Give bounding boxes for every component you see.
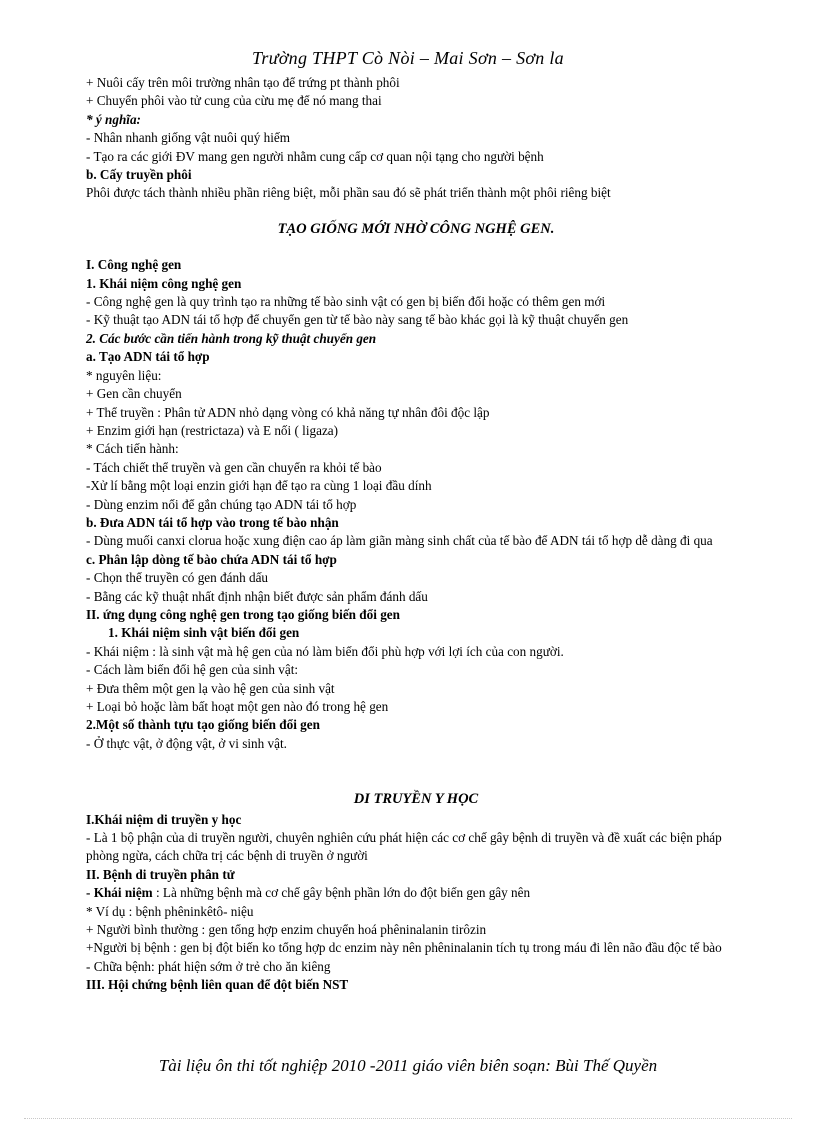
paragraph: * Cách tiến hành: (86, 441, 179, 457)
heading: I.Khái niệm di truyền y học (86, 811, 242, 827)
heading: 2.Một số thành tựu tạo giống biến đổi gen (86, 717, 320, 733)
paragraph: -Xử lí bằng một loại enzin giới hạn để tạo ra cùng 1 loại đầu dính (86, 478, 432, 494)
document-body (86, 74, 746, 995)
paragraph: + Gen cần chuyển (86, 386, 182, 402)
paragraph: - Công nghệ gen là quy trình tạo ra những tế bào sinh vật có gen bị biến đổi hoặc có thêm gen mới (86, 294, 606, 310)
term-definition: : Là những bệnh mà cơ chế gây bệnh phần lớn do đột biến gen gây nên (152, 885, 531, 901)
paragraph: - Là 1 bộ phận của di truyền người, chuyên nghiên cứu phát hiện các cơ chế gây bệnh di truyền và đề xuất các biện pháp phòng ngừa, cách chữa trị các bệnh di truyền ở người (86, 830, 722, 864)
paragraph: - Khái niệm : là sinh vật mà hệ gen của nó làm biến đổi phù hợp với lợi ích của con người. (86, 643, 564, 659)
paragraph: + Nuôi cấy trên môi trường nhân tạo để trứng pt thành phôi (86, 75, 400, 90)
paragraph: * Ví dụ : bệnh phêninkêtô- niệu (86, 903, 254, 919)
heading: II. ứng dụng công nghệ gen trong tạo giống biến đổi gen (86, 606, 400, 622)
paragraph: * nguyên liệu: (86, 367, 162, 383)
heading: a. Tạo ADN tái tổ hợp (86, 349, 210, 365)
paragraph: - Tách chiết thể truyền và gen cần chuyển ra khỏi tế bào (86, 459, 382, 475)
page-footer: Tài liệu ôn thi tốt nghiệp 2010 -2011 giáo viên biên soạn: Bùi Thế Quyền (158, 1056, 658, 1075)
paragraph (86, 884, 746, 902)
heading: 1. Khái niệm sinh vật biến đổi gen (108, 625, 300, 641)
paragraph: - Dùng muối canxi clorua hoặc xung điện cao áp làm giãn màng sinh chất của tế bào để ADN tái tổ hợp dễ dàng đi qua (86, 533, 713, 549)
heading: II. Bệnh di truyền phân tử (86, 866, 235, 882)
heading: III. Hội chứng bệnh liên quan để đột biến NST (86, 977, 349, 993)
paragraph: Phôi được tách thành nhiều phần riêng biệt, mỗi phần sau đó sẽ phát triển thành một phôi riêng biệt (86, 185, 611, 201)
paragraph: + Thể truyền : Phân tử ADN nhỏ dạng vòng có khả năng tự nhân đôi độc lập (86, 404, 490, 420)
paragraph: - Tạo ra các giới ĐV mang gen người nhằm cung cấp cơ quan nội tạng cho người bệnh (86, 148, 544, 164)
heading: 1. Khái niệm công nghệ gen (86, 275, 242, 291)
heading: I. Công nghệ gen (86, 257, 182, 273)
heading: 2. Các bước cần tiến hành trong kỹ thuật chuyển gen (86, 330, 377, 346)
paragraph: + Người bình thường : gen tổng hợp enzim chuyển hoá phêninalanin tirôzin (86, 922, 487, 938)
paragraph: - Ở thực vật, ở động vật, ở vi sinh vật. (86, 735, 287, 751)
paragraph: + Loại bỏ hoặc làm bất hoạt một gen nào đó trong hệ gen (86, 699, 389, 714)
paragraph: + Chuyển phôi vào tử cung của cừu mẹ để nó mang thai (86, 93, 382, 109)
paragraph: - Cách làm biến đổi hệ gen của sinh vật: (86, 662, 299, 678)
page-header: Trường THPT Cò Nòi – Mai Sơn – Sơn la (252, 48, 564, 68)
paragraph: + Enzim giới hạn (restrictaza) và E nối ( ligaza) (86, 422, 339, 438)
section-title: DI TRUYỀN Y HỌC (353, 791, 479, 808)
term-label: - Khái niệm (86, 885, 153, 901)
paragraph: - Bằng các kỹ thuật nhất định nhận biết được sản phẩm đánh dấu (86, 588, 428, 604)
paragraph: - Chữa bệnh: phát hiện sớm ở trẻ cho ăn kiêng (86, 958, 331, 974)
subheading: b. Cấy truyền phôi (86, 167, 192, 183)
paragraph: - Nhân nhanh giống vật nuôi quý hiếm (86, 130, 291, 146)
page-border-line (24, 1118, 792, 1119)
paragraph: - Dùng enzim nối để gắn chúng tạo ADN tái tổ hợp (86, 496, 357, 512)
spacer (86, 753, 746, 790)
paragraph: - Chọn thể truyền có gen đánh dấu (86, 570, 269, 586)
subheading: * ý nghĩa: (86, 111, 141, 127)
paragraph: - Kỹ thuật tạo ADN tái tổ hợp để chuyển gen từ tế bào này sang tế bào khác gọi là kỹ thuật chuyển gen (86, 312, 629, 328)
section-title: TẠO GIỐNG MỚI NHỜ CÔNG NGHỆ GEN. (277, 220, 555, 237)
paragraph: + Đưa thêm một gen lạ vào hệ gen của sinh vật (86, 680, 335, 696)
heading: c. Phân lập dòng tế bào chứa ADN tái tổ hợp (86, 551, 337, 567)
paragraph: +Người bị bệnh : gen bị đột biến ko tổng hợp dc enzim này nên phêninalanin tích tụ trong máu đi lên não đầu độc tế bào (86, 940, 722, 956)
heading: b. Đưa ADN tái tổ hợp vào trong tế bào nhận (86, 514, 339, 530)
